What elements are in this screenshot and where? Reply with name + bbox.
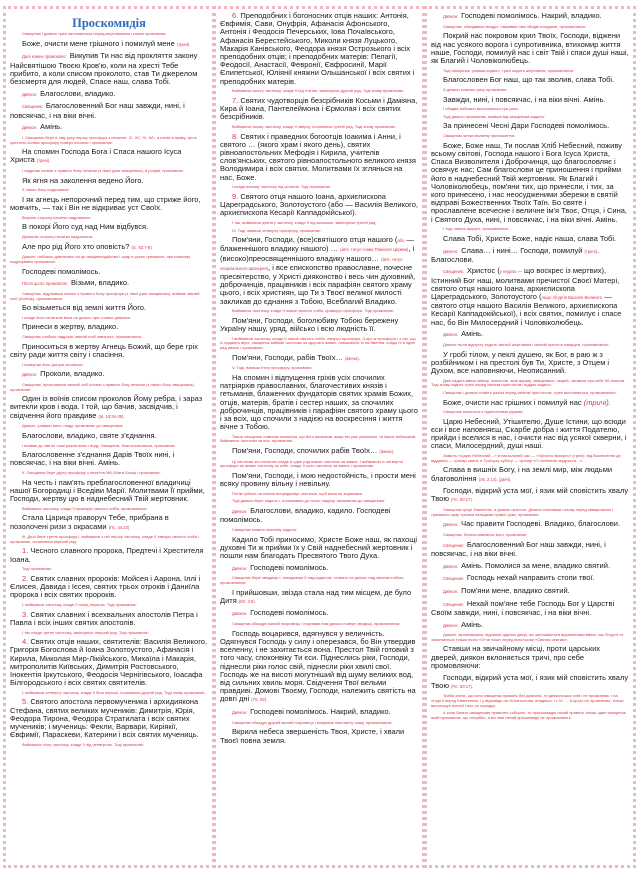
prayer-paragraph — [220, 507, 418, 524]
prayer-paragraph — [10, 479, 208, 504]
rubric-instruction: Потім губкою чи копією впорядковує частички, щоб вони не зсувались. — [232, 490, 364, 496]
prayer-paragraph — [431, 122, 629, 130]
reference-note: якщо літургія Василія Великого — [541, 295, 603, 301]
prayer-paragraph — [431, 418, 629, 451]
rubric-instruction: V. Тоді, взявши п'яту просфору, промовляє: — [232, 365, 313, 371]
prayer-paragraph — [220, 354, 418, 363]
liturgical-text: Святого отця нашого Іоана, архиєпископа Цареградського, Золотоустого (або — Василія Великого, архиєпископа Кесарії Каппадокійської). — [220, 191, 418, 218]
liturgical-text: Господи, відкрий уста мої, і язик мій сповістить хвалу Твою — [431, 486, 629, 504]
prayer-paragraph — [10, 102, 208, 119]
reference-note: (Мт. 2:9). — [238, 598, 256, 604]
speaker-label: Священик: — [443, 269, 464, 275]
prayer-paragraph — [220, 236, 418, 306]
prayer-paragraph — [10, 243, 208, 252]
liturgical-text: Святих і праведних богоотців Іоакима і Анни, і святого … (якого храм і якого день), святих рівноапостольних Мефодія і Кирила, учителів слов'янських, святого рівноапостольного великого князя Володимира і всіх святих. Молитвами їх зглянься на нас, Боже. — [220, 131, 416, 182]
reference-note: (тричі). — [583, 397, 611, 407]
rubric-instruction: І кладе його печаткою вниз на дискос при словах диякона: — [22, 314, 131, 320]
speaker-label: Диякон: — [232, 611, 248, 617]
prayer-paragraph — [220, 609, 418, 618]
liturgical-text: Покрий нас покровом крил Твоїх, Господи, віджени від нас усякого ворога і супротивника, втихомир життя наше, Господи, помилуй нас і світ Твій і спаси душі наші, як Благий і Чоловіколюбець. — [431, 31, 629, 65]
prayer-paragraph — [10, 148, 208, 165]
liturgical-text: Благословенний Бог наш завжди, нині, і повсякчас, і на віки вічні. — [10, 101, 185, 120]
liturgical-text: Господеві помолімось. — [250, 562, 329, 572]
liturgical-text: Пом'яни, Господи, рабів Твоїх… — [232, 352, 346, 362]
rubric-instruction: І виймаючи частичку, кладе її нижче святого хліба, ліворуч просфори. З цієї ж просфори і з тих, що їх подають вірні, священик виймає частички за здоров'я живих, поминаючи їх на ймення, кладе їх в один ряд нижче і промовляє: — [220, 335, 416, 351]
prayer-paragraph — [431, 520, 629, 529]
reference-note: (тричі). — [36, 158, 51, 164]
speaker-label: Диякон: — [232, 509, 248, 515]
liturgical-text: Як ягня на заколення ведено Його. — [22, 175, 144, 185]
rubric-instruction: Виймаючи частичку, кладе її праворуч святого хліба, промовляючи: — [22, 505, 148, 511]
prayer-paragraph — [10, 323, 208, 331]
item-number: 8. — [232, 131, 241, 141]
reference-note: (Лк. 2:14), (двічі). — [478, 476, 512, 482]
speaker-label: Священик: — [22, 104, 43, 110]
prayer-paragraph — [10, 279, 208, 288]
rubric-instruction: Диякон після відпусту кадить святий жертовник і святий престол навкруги, промовляючи: — [443, 342, 609, 348]
prayer-paragraph — [10, 451, 208, 467]
rubric-instruction: Священик, відрізавши копією з правого боку просфори (з лівої руки священика), виймає святий хліб (Агнець), промовляючи: — [10, 291, 200, 301]
rubric-instruction: IV. Тоді, взявши четверту просфору, промовляє: — [232, 227, 321, 233]
rubric-instruction: Священик читає молитву приношення: — [443, 133, 516, 139]
rubric-instruction: А диякон кожного разу промовляє: — [443, 86, 508, 92]
prayer-paragraph — [10, 196, 208, 212]
page-column-2 — [213, 6, 425, 868]
rubric-instruction: Диякон, уливши вино і воду, промовляє до священика: — [22, 423, 124, 429]
item-number: 2. — [22, 573, 31, 583]
rubric-instruction: З лівого боку надрізаючи: — [22, 187, 70, 193]
prayer-paragraph — [10, 177, 208, 185]
item-number: 1. — [22, 546, 31, 556]
liturgical-text: Господи, відкрий уста мої, і язик мій сповістить хвалу Твою — [431, 672, 629, 690]
liturgical-text: Благослови, владико, святе з'єднання. — [22, 430, 157, 440]
liturgical-text: Стала Цариця праворуч Тебе, прибрана в позолочені ризи з окрасами — [10, 513, 169, 531]
reference-note: (Пс. 44:10) — [108, 524, 130, 530]
liturgical-text: Святих отців наших, святителів: Василія Великого, Григорія Богослова й Іоана Золотоустого, Афанасія і Кирила, Миколая Мир-Лікійського, Михаїла і Макарія, митрополитів Київських, Димитрія Ростовського, Інокентія Іркутського, Феодосія Чернігівського, Іоасафа Білгородського і всіх святих святителів. — [10, 637, 208, 688]
liturgical-text: Господь нехай направить стопи твої. — [466, 573, 595, 583]
prayer-paragraph — [431, 541, 629, 558]
prayer-paragraph — [10, 575, 208, 600]
liturgical-text: Боже, очисти мене грішного і помилуй мене — [22, 38, 177, 48]
speaker-label: Священик: — [443, 576, 464, 582]
prayer-paragraph — [10, 90, 208, 99]
liturgical-text: За принесені Чесні Дари Господеві помолімось. — [443, 121, 610, 131]
prayer-paragraph — [220, 12, 418, 86]
speaker-label: Диякон: — [22, 372, 38, 378]
prayer-paragraph — [10, 223, 208, 231]
liturgical-text: Слава в вишніх Богу, і на землі мир, між людьми благовоління — [431, 465, 613, 483]
reference-note: (тричі). — [176, 41, 191, 47]
prayer-paragraph — [10, 611, 208, 627]
rubric-instruction: Священик, благословляючи його, промовляє: — [443, 532, 528, 538]
speaker-label: Священик: — [443, 542, 464, 548]
prayer-paragraph — [10, 547, 208, 563]
speaker-label: Диякон: — [443, 522, 459, 528]
speaker-label: Священик: — [443, 601, 464, 607]
liturgical-text: Святого апостола первомученика і архидиякона Стефана, святих великих мучеників: Димитрія, Юрія, Феодора Тирона, Феодора Стратилата і всіх святих мучеників; і мучениць: Фекли, Варвари, Киріякії, Євфимії, Параскеви, Катерини і всіх святих мучениць. — [10, 697, 199, 740]
reference-note: або — [397, 238, 405, 244]
prayer-paragraph — [220, 728, 418, 744]
rubric-instruction: Священик обкадує другий малий покровець і покриває ним святу чашу, промовляючи: — [232, 719, 393, 725]
liturgical-text: — святого отця нашого Василія Великого, архиєпископа Кесарії Каппадокійської), і всіх святих, помилує і спасе нас, бо Він Милосердний і Чоловіколюбець. — [431, 292, 622, 327]
liturgical-text: Проколи, владико. — [40, 369, 105, 379]
item-number: 5. — [22, 697, 31, 707]
speaker-label: Диякон: — [443, 563, 459, 569]
prayer-paragraph — [10, 268, 208, 276]
rubric-instruction: Священик і диякон тричі вклоняються перед жертовником і кожен промовляє: — [22, 31, 167, 36]
rubric-instruction: Священик обкадує малий покровець і покриває ним дискос поверх звіздиці, промовляючи: — [232, 621, 401, 627]
prayer-paragraph — [10, 395, 208, 421]
liturgical-text: На спомин Господа Бога і Спаса нашого Ісуса Христа — [10, 147, 182, 165]
liturgical-text: Візьми, владико. — [71, 278, 130, 288]
prayer-paragraph — [220, 447, 418, 456]
speaker-label: Диякон: — [443, 588, 459, 594]
rubric-instruction: Священик мовить молитву кадила: — [232, 526, 298, 532]
liturgical-text: Вкрила небеса звершеність Твоя, Христе, і хвали Твоєї повна земля. — [220, 727, 405, 745]
rubric-instruction: Священик і диякон стають разом перед святим престолом, тричі вклоняються, промовляючи: — [443, 389, 617, 395]
rubric-instruction: Священик глибоко надрізає святий хліб навхрест, промовляючи: — [22, 334, 142, 340]
rubric-instruction: ІІ. Священик бере другу просфору з печаттю МБ (Мати Божа) і промовляє: — [22, 470, 161, 476]
liturgical-text: Боже, очисти нас грішних і помилуй нас — [443, 397, 584, 407]
rubric-instruction: Замість «Царю Небесний…» в пасхальний час — «Христос воскрес» (тричі); від Вознесення до віддання — тропар свята, в Троїцьку суботу — тропар «О глибиною мудрости…». — [431, 453, 621, 463]
liturgical-text: Нехай пом'яне тебе Господь Бог у Царстві Своїм завжди, нині, і повсякчас, і на віки вічні. — [431, 598, 615, 617]
rubric-instruction: І тоді чинить відпуст, промовляючи: — [443, 226, 509, 232]
prayer-paragraph — [431, 574, 629, 583]
rubric-instruction: Тоді диякон промовляє, взявши від священика кадило: — [443, 113, 545, 119]
liturgical-text: Один із воїнів списом проколов Йому ребра, і зараз витекли кров і вода. І той, що бачив, засвідчив, і свідчення його правдиве — [10, 394, 203, 420]
liturgical-text: . Благослови. — [431, 245, 600, 264]
rubric-instruction: Диякон, вклонившись, відчиняє царські двері, які залишаються відчиненими ввесь час Літургії та зачиняються тільки після «Отче наш» перед виголосом «Святая святим». — [431, 632, 624, 642]
prayer-paragraph — [431, 142, 629, 224]
item-number: 4. — [22, 637, 31, 647]
rubric-instruction: І обидва побожно вклоняються три рази. — [443, 106, 519, 112]
prayer-paragraph — [10, 698, 208, 739]
prayer-paragraph — [431, 247, 629, 264]
prayer-paragraph — [10, 638, 208, 687]
reference-note: (Пс. 92). — [251, 697, 268, 703]
item-number: 9. — [232, 191, 241, 201]
reference-note: (ім'я, титул єпархіального архиєрея) — [220, 256, 403, 271]
rubric-instruction: Далі кадить ввесь вівтар, іконостас, всю церкву, священика і людей, читаючи про себе 50 псалом. Тоді знову кадить тричі перед святим престолом і віддає кадило. — [431, 377, 626, 388]
liturgical-text: У гробі тілом, у пеклі душею, як Бог, в раю ж з розбійником і на престолі був Ти, Христе, з Отцем і Духом, все наповняючи, Неописанний. — [431, 349, 610, 376]
prayer-paragraph — [10, 123, 208, 132]
rubric-instruction: І надрізає копією з правого боку печатки (з лівої руки священика), й розумі, промовляє: — [22, 168, 184, 174]
rubric-instruction: І так, виймаючи дев'яту частичку, кладе її під восьмою, закінчуючи третій ряд. — [232, 220, 377, 226]
rubric-instruction: Виймаючи сьому частичку, кладе її зверху, починаючи третій ряд. Тоді знову промовляє: — [232, 124, 397, 130]
rubric-instruction: Ці частички за спочилих кладе в один ряд нижче частичок за живих. І виймаючи із четвертої просфори за живих частичку за себе, кладе її коло частичок за живих і промовляє: — [220, 458, 404, 469]
prayer-paragraph — [431, 562, 629, 571]
liturgical-text: Господеві помолімось. Накрий, владико. — [461, 11, 602, 20]
liturgical-text: Благословенне з'єднання Дарів Твоїх нині, і повсякчас, і на віки вічні. Амінь. — [10, 450, 175, 468]
rubric-instruction: Тоді священик, узявши кадило, тричі кадить жертовник, промовляючи: — [443, 67, 574, 73]
prayer-paragraph — [431, 645, 629, 670]
liturgical-text: Час правити Господеві. Владико, благослови. — [461, 519, 621, 529]
liturgical-text: Чесного славного пророка, Предтечі і Хрестителя Іоана. — [10, 546, 204, 564]
liturgical-text: Але про рід Його хто оповість? — [22, 241, 132, 251]
rubric-instruction: Виймаючи п'яту частичку, кладе її під четвертою. Тоді промовляє: — [22, 742, 145, 747]
rubric-instruction: Виймаючи шосту частичку, кладе її під п'ятою, закінчуючи другий ряд. Тоді знову промовляє: — [232, 88, 405, 94]
liturgical-text: І прийшовши, звізда стала над тим місцем, де було Дитя — [220, 587, 412, 605]
speaker-label: Після цього промовляє: — [22, 281, 69, 287]
liturgical-text: Пом'яни, Господи, спочилих рабів Твоїх… — [232, 446, 380, 456]
prayer-paragraph — [10, 40, 208, 49]
liturgical-text: Принеси в жертву, владико. — [22, 322, 119, 332]
prayer-paragraph — [431, 96, 629, 104]
liturgical-text: Приноситься в жертву Агнець Божий, що бере гріх світу ради життя світу і спасіння. — [10, 341, 198, 359]
liturgical-text: Амінь. — [461, 329, 484, 339]
speaker-label: Диякон: — [22, 125, 38, 131]
item-number: 7. — [232, 95, 241, 105]
rubric-instruction: А коли багато священиків правлять соборно, то проскомидію нехай править тільки один священик, який промовляє, що потрібно, а всі інші нехай проскомидії не промовляють. — [431, 710, 627, 720]
speaker-label: Диякон: — [443, 248, 459, 254]
prayer-paragraph — [431, 32, 629, 65]
liturgical-text: Благослови, владико, кадило. Господеві помолімось. — [220, 506, 391, 525]
prayer-paragraph — [220, 472, 418, 488]
liturgical-text: Христос ( — [466, 266, 500, 276]
liturgical-text: Завжди, нині, і повсякчас, і на віки вічні. Амінь. — [443, 94, 606, 104]
page-title: Проскомидія — [72, 16, 146, 30]
rubric-instruction: Долішню сторону печатки надрізаючи: — [22, 234, 94, 240]
prayer-paragraph — [220, 133, 418, 182]
rubric-instruction: Священик молиться з піднесеними руками: — [443, 409, 524, 415]
rubric-instruction: Священик, проколюючи святий хліб копією з правого боку печатки (з лівого боку священика), промовляє: — [10, 381, 195, 392]
reference-note: (тричі) — [584, 248, 597, 254]
speaker-label: Диякон: — [443, 622, 459, 628]
prayer-paragraph — [431, 267, 629, 326]
prayer-paragraph — [220, 564, 418, 573]
liturgical-text: Господь воцарився, вдягнувся у величність. Одягнувся Господь у силу і оперезався, бо Він утвердив вселенну, і не захитається вона. Престол Твій готовий з того часу, споконвіку Ти єси. Піднеслись ріки, Господи, піднесли ріки голос свій, піднесли ріки хвилі свої. Господь же на висоті могутніший від шуму великих вод, від сильних хвиль моря. Свідчення Твої вельми правдиві. Домові Твоєму, Господи, належить святість на довгі дні — [220, 628, 416, 704]
rubric-instruction: Священик, обкадивши воздух, накриває ним обидві посудини, промовляючи: — [443, 23, 586, 29]
liturgical-text: Святих славних пророків: Мойсея і Аарона, Іллі і Єлисея, Давида і Ієсея, святих трьох отроків і Даниїла пророка і всіх святих пророків. — [10, 573, 201, 600]
prayer-paragraph — [431, 76, 629, 84]
prayer-paragraph — [220, 97, 418, 122]
liturgical-text: І як агнець непорочний перед тим, що стриже його, мовчить, — так і Він не відкриває уст Своїх. — [10, 194, 201, 213]
prayer-paragraph — [431, 330, 629, 339]
rubric-instruction: Священик цілує Євангеліє, а диякон престол. Диякон схиливши голову перед священиком і тримаючи орар трьома пальцями правої руки, промовляє: — [431, 507, 613, 517]
reference-note: (Іс. 53:7-8) — [131, 244, 152, 250]
liturgical-text: Слава Тобі, Христе Боже, надіє наша, слава Тобі. — [443, 233, 617, 243]
liturgical-text: , і (високо)преосвященнішого владику нашого… — [220, 244, 415, 263]
rubric-instruction: І, виймаючи четверту частичку, кладе її біля першої, починаючи другий ряд. Тоді знову промовляє: — [22, 689, 206, 695]
speaker-label: Диякон: — [232, 710, 248, 716]
liturgical-text: Господеві помолімось. — [22, 266, 101, 276]
rubric-instruction: Священик бере звіздицю і, покадивши її над кадилом, ставить на дискос над святим хлібом, промовляючи: — [220, 575, 405, 585]
prayer-paragraph — [431, 399, 629, 407]
prayer-paragraph — [10, 52, 208, 86]
liturgical-text: Кадило Тобі приносимо, Христе Боже наш, як пахощі духовні Ти ж прийми їх у Свій наднебесний жертовник і пошли нам благодать Пресвятого Твого Духа. — [220, 534, 418, 560]
page-column-3 — [424, 6, 636, 868]
item-number: 6. — [232, 11, 241, 20]
prayer-paragraph — [431, 235, 629, 243]
liturgical-text: — блаженнішого владику нашого) … — [220, 235, 414, 254]
speaker-label: Диякон: — [443, 14, 459, 19]
liturgical-text: На спомин і відпущення гріхів усіх спочилих патріярхів православних, благочестивих князів і гетьманів, блаженних фундаторів святих храмів Божих, отців, матерів, братів і сестер наших, за спочилих доброчинців, працівників і парафіян святого храму цього і за всіх, що спочили з надією на воскресіння і життя вічне з Тобою. — [220, 372, 418, 432]
reference-note: у неділю — — [499, 269, 522, 275]
prayer-paragraph — [431, 674, 629, 691]
liturgical-text: що воскрес із мертвих), Істинний Бог наш, молитвами пречистої Своєї Матері, святого отця нашого Іоана, архиєпископа Цареградського, Золотоустого ( — [431, 266, 620, 302]
rubric-instruction: І кладе восьму частичку під сьомою. Тоді промовляє: — [232, 184, 331, 190]
liturgical-text: В покорі Його суд над Ним відбувся. — [22, 222, 149, 232]
rubric-instruction: І вливає до святої чаші разом вино і воду. Священик, благословляючи, промовляє: — [22, 442, 176, 448]
liturgical-text: Боже, Боже наш, Ти послав Хліб Небесний, поживу всьому світові, Господа нашого і Бога Ісуса Христа, Спаса Визволителя і Доброчинця, що благословляє і освячує нас; Сам благослови це приношення і прийми його в наднебесний Твій жертовник. Як Благий і Чоловіколюбець, пом'яни тих, що принесли, і тих, за кого принесено, і нас неосудженими збережи в святій відправі Божественних Твоїх Таїн. Бо святе і прославлене всечесне і величне ім'я Твоє, Отця, і Сина, і Святого Духа, нині, і повсякчас, і на віки вічні. Амінь. — [431, 140, 627, 224]
prayer-paragraph — [431, 12, 629, 21]
liturgical-text: Пом'яни, Господи, боголюбиву Тобою бережену Україну нашу, уряд, військо і всю людність її. — [220, 315, 399, 334]
rubric-instruction: Треба знати, що коли священик править без диякона, то дияконських слів і не промовляє, і на літургії перед Євангелієм, і у відповідь на «Благослови, владико» і т. ін. … а цього не промовляє, тільки виголошує ектенії і все по порядку. — [431, 693, 624, 708]
prayer-paragraph — [10, 370, 208, 379]
prayer-paragraph — [220, 536, 418, 561]
liturgical-text: Ставши на звичайному місці, проти царських дверей, диякон вклоняється тричі, про себе промовляючи: — [431, 644, 601, 670]
liturgical-text: На честь і пам'ять преблагословенної владичиці нашої Богородиці і Вседіви Марії. Молитвами Її прийми, Господи, жертву цю в наднебесний Твій жертовник. — [10, 477, 205, 504]
rubric-instruction: Тоді промовляє: — [22, 566, 52, 572]
prayer-paragraph — [10, 343, 208, 359]
liturgical-text: Царю Небесний, Утішителю, Душе Істини, що всюди єси і все наповняєш, Скарбе добра і життя Подателю, прийди і вселися в нас, і очисти нас від усякої скверни, і спаси, Милосердний, душі наші. — [431, 416, 627, 451]
reference-note: (Пс. 50:17). — [451, 683, 473, 689]
liturgical-text: Благословенний Бог наш завжди, нині, і повсякчас, і на віки вічні. — [431, 539, 606, 558]
rubric-instruction: І так кладе третю частичку, закінчуючи перший ряд. Тоді промовляє: — [22, 629, 149, 635]
reference-note: (Ів. 19:34-35) — [98, 413, 124, 419]
liturgical-text: Амінь. — [40, 122, 63, 132]
liturgical-text: Преподобних і богоносних отців наших: Антонія, Євфимія, Сави, Онуфрія, Афанасія Афонського, Антонія і Феодосія Печерських, Іова Почаївського, Афанасія Берестейського, Миколи князя Луцького, Макарія Канівського, Феодора князя Острозького і всіх преподобних отців; і преподобних матерів: Пелагії, Феодосії, Анастасії, Февронії, Євфросинії, Марії Єлипетської, Юліянії княжни Ольшанської і всіх святих і преподобних матерів. — [220, 11, 415, 86]
prayer-paragraph — [10, 514, 208, 531]
rubric-instruction: І повертає його догори печаткою. — [22, 361, 84, 367]
prayer-paragraph — [220, 193, 418, 218]
liturgical-text: Святих славних і всехвальних апостолів Петра і Павла і всіх інших святих апостолів. — [10, 609, 198, 627]
reference-note: (ім'я, титул глави Помісної Церкви) — [340, 247, 409, 253]
rubric-instruction: Також священик поминає єпископа, що його висвятив, якщо він уже упокоївся, та інших небіжчиків. Виймаючи частички за них, промовляє: — [220, 433, 417, 444]
reference-note: (Пс. 50:17). — [451, 497, 473, 503]
speaker-label: Диякон: — [232, 565, 248, 571]
speaker-label: Далі кожен промовляє: — [22, 54, 67, 60]
page-column-1 — [3, 6, 215, 868]
prayer-paragraph — [431, 351, 629, 376]
prayer-paragraph — [220, 374, 418, 431]
liturgical-text: Амінь. Помолися за мене, владико святий. — [461, 560, 611, 570]
rubric-instruction: Верхню сторону печатки надрізаючи: — [22, 214, 91, 220]
rubric-instruction: І, виймаючи частичку, кладе її попід першою. Тоді промовляє: — [22, 602, 137, 608]
rubric-instruction: І. Священик бере в ліву руку першу просфору з печаттю: ІС. ХС. НІ. КА., а копію в праву, тричі хрестить копією просфору поверх печатки і промовляє: — [10, 134, 197, 145]
liturgical-text: Пом'яни, Господи, (все)святішого отця нашого ( — [232, 235, 398, 245]
prayer-paragraph — [431, 600, 629, 617]
liturgical-text: Господеві помолімось. Накрий, владико. — [250, 707, 391, 717]
rubric-instruction: ІІІ. Далі бере третю просфору і, виймаючи з неї першу частичку, кладе її ліворуч святого хліба і промовляє, починаючи перший ряд: — [10, 534, 199, 544]
liturgical-text: Амінь. — [461, 619, 484, 629]
prayer-paragraph — [220, 708, 418, 717]
prayer-paragraph — [10, 432, 208, 440]
prayer-paragraph — [431, 621, 629, 630]
liturgical-text: Благословен Бог наш, що так зволив, слава Тобі. — [443, 75, 615, 85]
item-number: 3. — [22, 609, 31, 619]
speaker-label: Диякон: — [443, 332, 459, 338]
liturgical-text: Святих чудотворців безсрібників Косьми і Даміяна, Кира й Іоана, Пантелеймона і Єрмолая і всіх святих безсрібників. — [220, 95, 418, 122]
liturgical-text: , і все єпископство православне, почесне пресвітерство, у Христі дияконство і весь чин духовний, доброчинців, працівників і всіх парафіян святого храму цього, і всіх християн, що Ти з Твоєї великої милості закликав до єднання з Тобою, Всеблагий Владико. — [220, 262, 416, 306]
prayer-paragraph — [431, 487, 629, 504]
liturgical-text: Викупив Ти нас від прокляття закону Найсвятішою Твоєю Кров'ю, коли на хресті Тебе прибито, а коли списом проколото, став Ти джерелом безсмертя для людей, Спасе наш, слава Тобі. — [10, 51, 198, 86]
reference-note: (імена). — [345, 355, 360, 361]
rubric-instruction: Тоді диякон бере кадило і, положивши до нього ладану, промовляє до священика: — [232, 498, 385, 504]
liturgical-text: Бо візьметься від землі життя Його. — [22, 303, 147, 313]
prayer-paragraph — [431, 466, 629, 483]
prayer-paragraph — [10, 304, 208, 312]
reference-note: (імена). — [379, 449, 395, 455]
prayer-paragraph — [220, 589, 418, 606]
speaker-label: Диякон: — [22, 91, 38, 97]
liturgical-text: Пом'яни мене, владико святий. — [461, 585, 570, 595]
liturgical-text: Слава… і нині… Господи, помилуй — [461, 245, 585, 255]
liturgical-text: Благослови, владико. — [40, 88, 116, 98]
prayer-paragraph — [220, 317, 418, 333]
rubric-instruction: Диякон, побожно дивлячись на це священнодійство і орар в руках тримаючи, при кожному надрізуванні промовляє: — [10, 254, 191, 264]
rubric-instruction: Виймаючи частичку, кладе її нижче святого хліба, праворуч просфори. Тоді промовляє: — [232, 308, 395, 314]
prayer-paragraph — [220, 630, 418, 705]
prayer-paragraph — [431, 587, 629, 596]
liturgical-text: Господеві помолімось. — [250, 608, 329, 618]
liturgical-text: Пом'яни, Господи, і мою недостойність, і прости мені всяку провину вільну і невільну. — [220, 470, 416, 489]
